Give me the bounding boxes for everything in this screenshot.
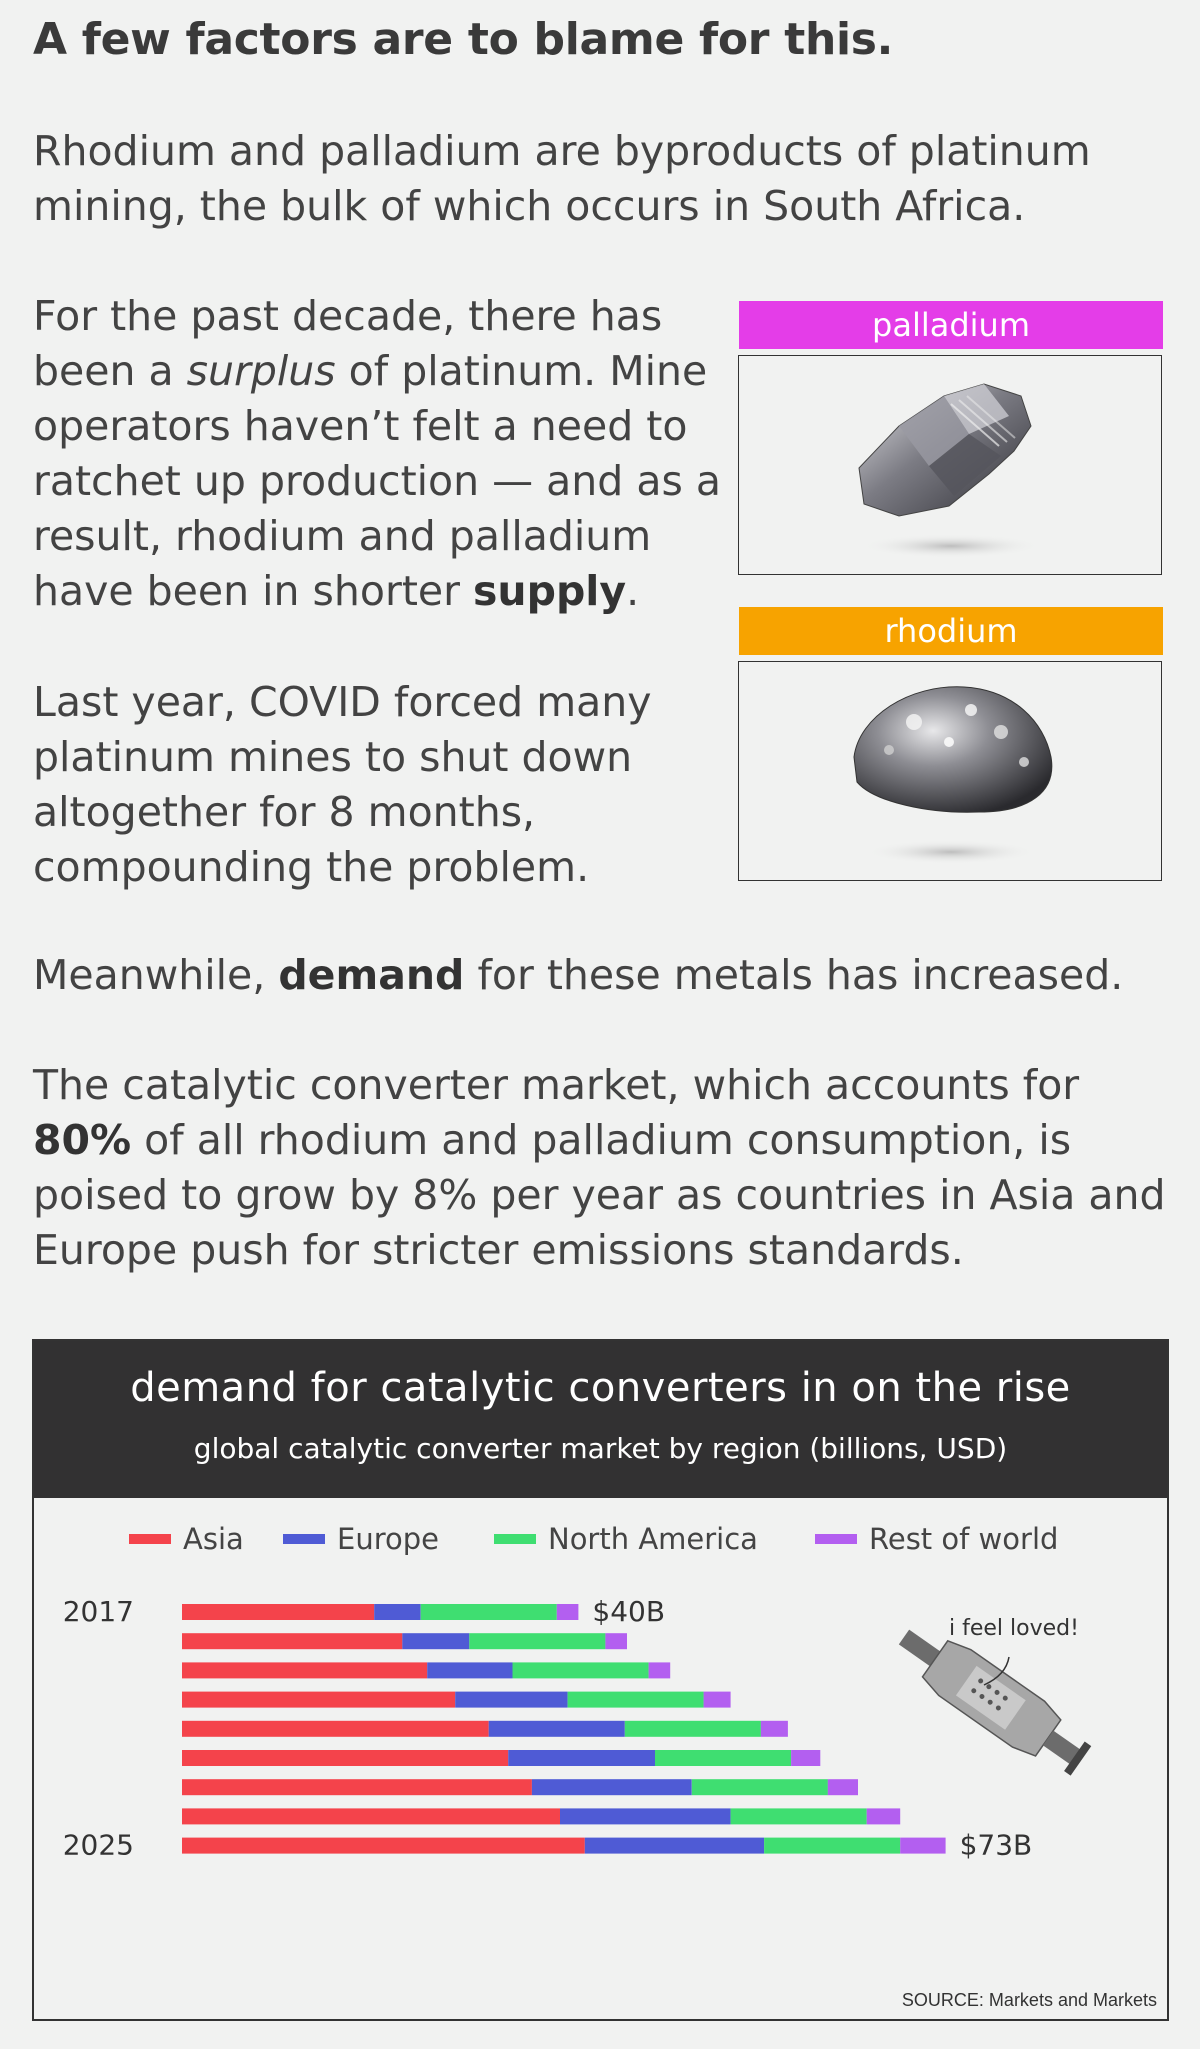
- bar-north-america-row-6: [692, 1779, 828, 1795]
- bar-rest-of-world-row-2: [649, 1662, 671, 1678]
- bar-rest-of-world-row-7: [867, 1808, 901, 1824]
- bar-europe-row-2: [427, 1662, 512, 1678]
- palladium-label: palladium: [739, 301, 1163, 349]
- paragraph-covid: Last year, COVID forced many platinum mines to shut down altogether for 8 months, compounding the problem.: [33, 678, 652, 891]
- bar-rest-of-world-row-3: [704, 1692, 731, 1708]
- bar-north-america-row-7: [731, 1808, 867, 1824]
- bar-north-america-row-0: [421, 1604, 557, 1620]
- bar-asia-row-8: [182, 1838, 585, 1854]
- bar-europe-row-8: [585, 1838, 764, 1854]
- bar-north-america-row-3: [568, 1692, 704, 1708]
- paragraph-demand: Meanwhile, demand for these metals has increased.: [33, 951, 1124, 999]
- bar-rest-of-world-row-8: [900, 1838, 945, 1854]
- bar-europe-row-4: [489, 1721, 625, 1737]
- chart-plot: [34, 1341, 1167, 2019]
- bar-north-america-row-4: [625, 1721, 761, 1737]
- bar-asia-row-5: [182, 1750, 508, 1766]
- bar-north-america-row-1: [469, 1633, 605, 1649]
- paragraph-surplus: For the past decade, there has been a surplus of platinum. Mine operators haven’t felt a need to ratchet up production — and as a result, rhodium and palladium have been in shorter supply.: [33, 292, 721, 615]
- bar-asia-row-3: [182, 1692, 455, 1708]
- year-label-2025: 2025: [62, 1828, 134, 1862]
- chart-title: demand for catalytic converters in on the rise: [130, 1365, 1071, 1411]
- legend-label-asia: Asia: [183, 1522, 244, 1556]
- bar-asia-row-1: [182, 1633, 402, 1649]
- bar-europe-row-7: [560, 1808, 731, 1824]
- bar-asia-row-2: [182, 1662, 427, 1678]
- rhodium-label: rhodium: [739, 607, 1163, 655]
- bar-rest-of-world-row-5: [791, 1750, 820, 1766]
- bar-europe-row-0: [374, 1604, 420, 1620]
- bar-rest-of-world-row-4: [761, 1721, 788, 1737]
- paragraph-catalytic-market: The catalytic converter market, which accounts for 80% of all rhodium and palladium consumption, is poised to grow by 8% per year as countries in Asia and Europe push for stricter emissions standards.: [33, 1061, 1166, 1274]
- rhodium-image: [738, 661, 1162, 881]
- bar-asia-row-6: [182, 1779, 532, 1795]
- bar-north-america-row-5: [655, 1750, 791, 1766]
- page-heading: A few factors are to blame for this.: [33, 14, 894, 65]
- bar-north-america-row-8: [764, 1838, 900, 1854]
- bar-europe-row-6: [532, 1779, 692, 1795]
- total-label-start: $40B: [592, 1595, 666, 1628]
- bar-europe-row-3: [455, 1692, 567, 1708]
- market-chart: [32, 1339, 1169, 2021]
- bar-asia-row-0: [182, 1604, 374, 1620]
- bar-europe-row-1: [402, 1633, 469, 1649]
- paragraph-byproducts: Rhodium and palladium are byproducts of platinum mining, the bulk of which occurs in South Africa.: [33, 127, 1091, 230]
- bar-asia-row-7: [182, 1808, 560, 1824]
- bar-europe-row-5: [508, 1750, 655, 1766]
- chart-subtitle: global catalytic converter market by region (billions, USD): [193, 1432, 1008, 1465]
- converter-quote: i feel loved!: [949, 1616, 1079, 1641]
- bar-rest-of-world-row-0: [557, 1604, 579, 1620]
- legend-label-north-america: North America: [548, 1522, 758, 1556]
- bars-layer: [182, 1604, 946, 1854]
- legend-label-europe: Europe: [337, 1522, 439, 1556]
- total-label-end: $73B: [959, 1828, 1033, 1862]
- bar-rest-of-world-row-6: [828, 1779, 858, 1795]
- palladium-image: [738, 355, 1162, 575]
- bar-asia-row-4: [182, 1721, 489, 1737]
- chart-source: SOURCE: Markets and Markets: [901, 1990, 1157, 2010]
- bar-north-america-row-2: [513, 1662, 649, 1678]
- year-label-2017: 2017: [62, 1595, 134, 1628]
- legend-label-rest-of-world: Rest of world: [869, 1522, 1059, 1556]
- bar-rest-of-world-row-1: [605, 1633, 627, 1649]
